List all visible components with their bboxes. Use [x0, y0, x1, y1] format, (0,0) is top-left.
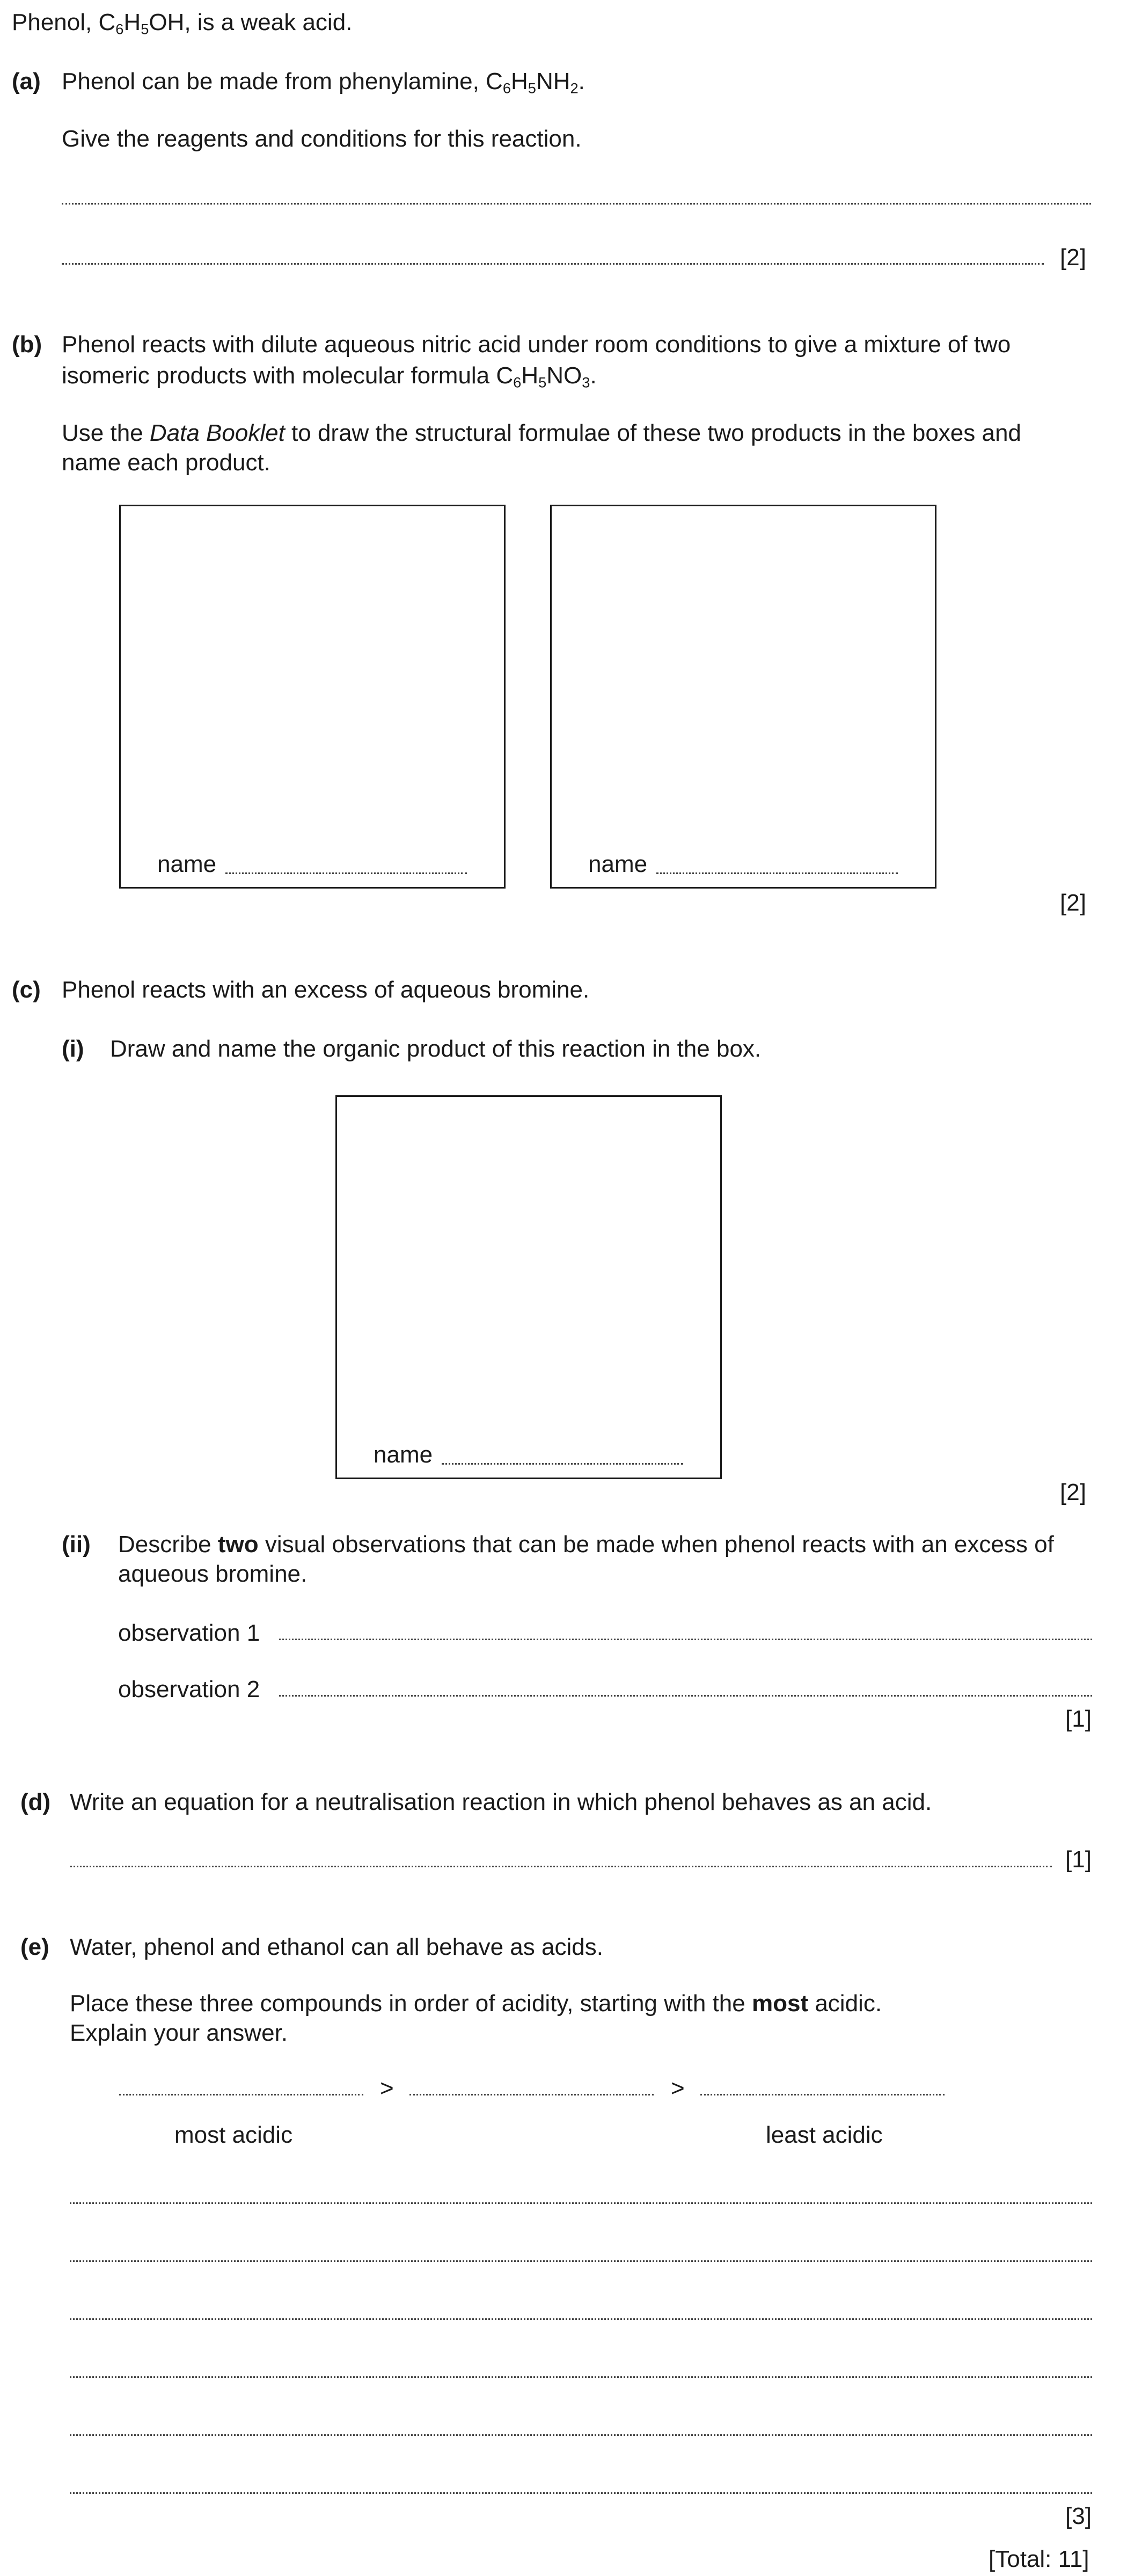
acidity-slot-1[interactable] [119, 2094, 363, 2095]
part-b-label: (b) [12, 331, 42, 358]
total-marks: [Total: 11] [989, 2546, 1089, 2572]
product-box-c[interactable] [335, 1095, 722, 1479]
part-a-marks: [2] [1060, 244, 1086, 271]
part-d-label: (d) [20, 1789, 51, 1815]
answer-line-e1[interactable] [70, 2202, 1092, 2204]
part-c-ii-line2: aqueous bromine. [118, 1561, 308, 1587]
part-c-ii-marks: [1] [1065, 1706, 1092, 1732]
part-c-i-label: (i) [62, 1036, 84, 1062]
part-a-instruction: Give the reagents and conditions for this reaction. [62, 126, 582, 152]
box2-name-label: name [588, 851, 648, 877]
answer-line-e3[interactable] [70, 2318, 1092, 2320]
acidity-slot-3[interactable] [700, 2094, 945, 2095]
boxc-name-line[interactable] [442, 1463, 683, 1465]
answer-line-e4[interactable] [70, 2376, 1092, 2378]
part-a-label: (a) [12, 68, 41, 94]
box2-name-line[interactable] [656, 872, 898, 874]
part-c-intro: Phenol reacts with an excess of aqueous bromine. [62, 977, 590, 1003]
part-e-line3: Explain your answer. [70, 2020, 288, 2046]
answer-line-a2[interactable] [62, 263, 1044, 265]
acidity-slot-2[interactable] [409, 2094, 654, 2095]
part-c-ii-label: (ii) [62, 1531, 91, 1558]
answer-line-e5[interactable] [70, 2434, 1092, 2436]
answer-line-e6[interactable] [70, 2492, 1092, 2494]
most-acidic-label: most acidic [174, 2122, 293, 2148]
part-b-line3: Use the Data Booklet to draw the structural formulae of these two products in the boxes and [62, 420, 1021, 446]
part-c-i-text: Draw and name the organic product of this reaction in the box. [110, 1036, 762, 1062]
part-c-label: (c) [12, 977, 41, 1003]
part-b-line4: name each product. [62, 449, 270, 476]
boxc-name-label: name [374, 1442, 433, 1468]
greater-than-2: > [671, 2075, 685, 2101]
product-box-2[interactable] [550, 505, 936, 889]
part-b-line2: isomeric products with molecular formula $C_6H_5NO_3$. [62, 362, 597, 391]
answer-line-a1[interactable] [62, 203, 1091, 205]
part-c-i-marks: [2] [1060, 1479, 1086, 1505]
observation-1-line[interactable] [279, 1639, 1092, 1640]
least-acidic-label: least acidic [766, 2122, 883, 2148]
part-e-label: (e) [20, 1934, 49, 1960]
answer-line-d[interactable] [70, 1866, 1052, 1867]
box1-name-label: name [157, 851, 217, 877]
observation-1-label: observation 1 [118, 1620, 260, 1646]
observation-2-label: observation 2 [118, 1676, 260, 1702]
observation-2-line[interactable] [279, 1695, 1092, 1697]
part-d-marks: [1] [1065, 1846, 1092, 1873]
part-b-marks: [2] [1060, 890, 1086, 916]
product-box-1[interactable] [119, 505, 506, 889]
box1-name-line[interactable] [225, 872, 467, 874]
part-e-marks: [3] [1065, 2503, 1092, 2529]
part-c-ii-line1: Describe two visual observations that can be made when phenol reacts with an excess of [118, 1531, 1054, 1558]
part-e-line2: Place these three compounds in order of acidity, starting with the most acidic. [70, 1990, 882, 2017]
intro-text: Phenol, $C_6H_5OH$, is a weak acid. [12, 9, 353, 38]
part-b-line1: Phenol reacts with dilute aqueous nitric acid under room conditions to give a mixture of two [62, 331, 1011, 358]
greater-than-1: > [380, 2075, 394, 2101]
part-d-text: Write an equation for a neutralisation reaction in which phenol behaves as an acid. [70, 1789, 932, 1815]
part-e-text: Water, phenol and ethanol can all behave as acids. [70, 1934, 603, 1960]
answer-line-e2[interactable] [70, 2260, 1092, 2262]
part-a-question: Phenol can be made from phenylamine, $C_6H_5NH_2$. [62, 68, 585, 97]
